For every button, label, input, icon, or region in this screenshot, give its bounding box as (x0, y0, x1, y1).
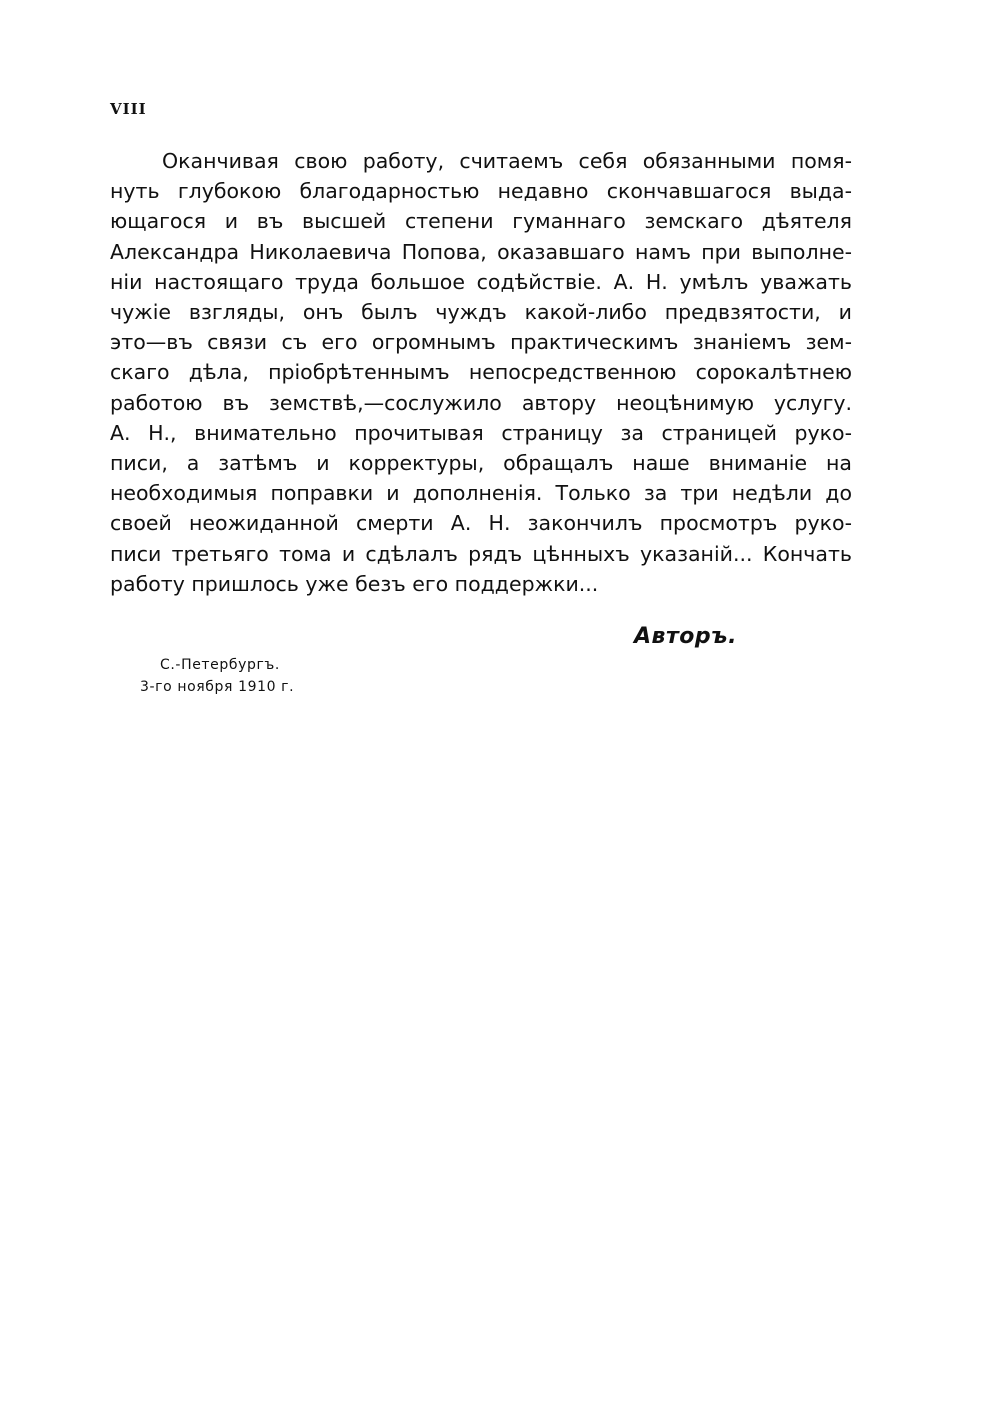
paragraph-line: писи, а затѣмъ и корректуры, обращалъ наше вниманiе на (110, 451, 852, 476)
paragraph-line: Оканчивая свою работу, считаемъ себя обязанными помя- (162, 149, 852, 173)
paragraph-line: чужiе взгляды, онъ былъ чуждъ какой-либо предвзятости, и (110, 300, 852, 325)
paragraph-line: Александра Николаевича Попова, оказавшаго намъ при выполне- (110, 239, 852, 264)
paragraph-line: нуть глубокою благодарностью недавно скончавшагося выда- (110, 179, 852, 204)
paragraph-line: работою въ земствѣ,—сослужило автору неоцѣнимую услугу. (110, 390, 852, 415)
paragraph-line: А. Н., внимательно прочитывая страницу за страницей руко- (110, 420, 852, 445)
paragraph-line: своей неожиданной смерти А. Н. закончилъ просмотръ руко- (110, 511, 852, 536)
preface-paragraph (110, 146, 852, 599)
date-text: 3-го ноября 1910 г. (140, 679, 295, 695)
paragraph-line: писи третьяго тома и сдѣлалъ рядъ цѣнныхъ указанiй... Кончать (110, 541, 852, 566)
paragraph-line: ющагося и въ высшей степени гуманнаго земскаго дѣятеля (110, 209, 852, 234)
place-date-block (140, 654, 294, 698)
paragraph-line: необходимыя поправки и дополненiя. Только за три недѣли до (110, 481, 852, 506)
paragraph-line: работу пришлось уже безъ его поддержки... (110, 571, 599, 596)
paragraph-line: это—въ связи съ его огромнымъ практическимъ знанiемъ зем- (110, 330, 852, 355)
paragraph-line: скаго дѣла, прiобрѣтеннымъ непосредственною сорокалѣтнею (110, 360, 852, 385)
page-number: VIII (110, 100, 147, 118)
place-text: С.-Петербургъ. (160, 657, 280, 673)
paragraph-line: нiи настоящаго труда большое содѣйствiе. А. Н. умѣлъ уважать (110, 269, 852, 294)
author-signature: Авторъ. (634, 624, 737, 649)
